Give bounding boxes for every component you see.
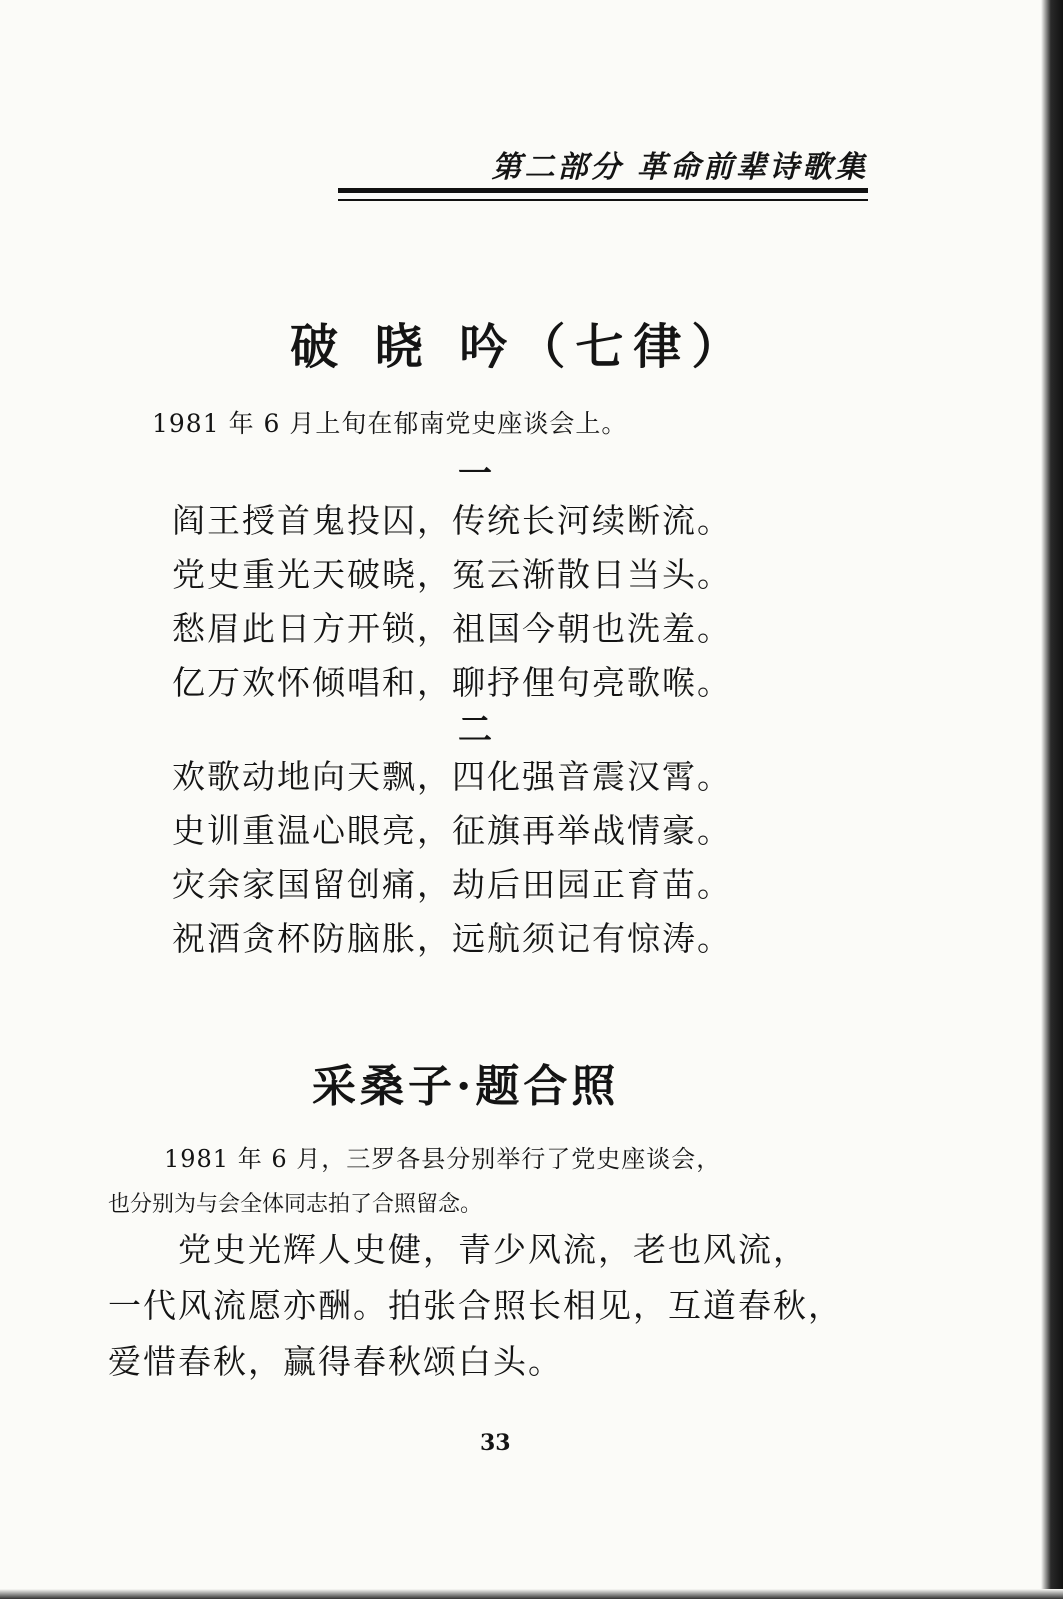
verse-line: 亿万欢怀倾唱和，聊抒俚句亮歌喉。	[172, 663, 732, 702]
verse-line: 愁眉此日方开锁，祖国今朝也洗羞。	[172, 609, 732, 648]
poem1-section-1	[172, 494, 732, 710]
verse-line: 欢歌动地向天飘，四化强音震汉霄。	[172, 757, 732, 796]
poem2-body	[108, 1222, 843, 1390]
verse-line: 党史重光天破晓，冤云渐散日当头。	[172, 555, 732, 594]
preface-line: 也分别为与会全体同志拍了合照留念。	[108, 1192, 483, 1217]
header-rule-thin	[338, 199, 868, 201]
header-rule-thick	[338, 188, 868, 193]
poem1-section-1-number: 一	[458, 454, 492, 494]
poem1-section-2-number: 二	[458, 710, 492, 750]
scan-edge-right	[1041, 0, 1063, 1599]
poem2-preface	[108, 1136, 888, 1228]
verse-line: 灾余家国留创痛，劫后田园正育苗。	[172, 865, 732, 904]
poem1-section-2	[172, 750, 732, 966]
verse-line: 一代风流愿亦酬。拍张合照长相见，互道春秋，	[108, 1286, 843, 1325]
verse-line: 党史光辉人史健，青少风流，老也风流，	[178, 1230, 808, 1269]
verse-line: 爱惜春秋，赢得春秋颂白头。	[108, 1342, 563, 1381]
page-number: 33	[480, 1430, 511, 1456]
poem1-note: 1981 年 6 月上旬在郁南党史座谈会上。	[152, 409, 628, 438]
scan-edge-bottom	[0, 1589, 1063, 1599]
verse-line: 祝酒贪杯防脑胀，远航须记有惊涛。	[172, 919, 732, 958]
running-header: 第二部分 革命前辈诗歌集	[491, 150, 868, 185]
poem2-title: 采桑子·题合照	[312, 1061, 620, 1112]
poem1-title: 破 晓 吟（七律）	[290, 319, 750, 375]
verse-line: 史训重温心眼亮，征旗再举战情豪。	[172, 811, 732, 850]
verse-line: 阎王授首鬼投囚，传统长河续断流。	[172, 501, 732, 540]
preface-line: 1981 年 6 月，三罗各县分别举行了党史座谈会，	[164, 1145, 722, 1173]
